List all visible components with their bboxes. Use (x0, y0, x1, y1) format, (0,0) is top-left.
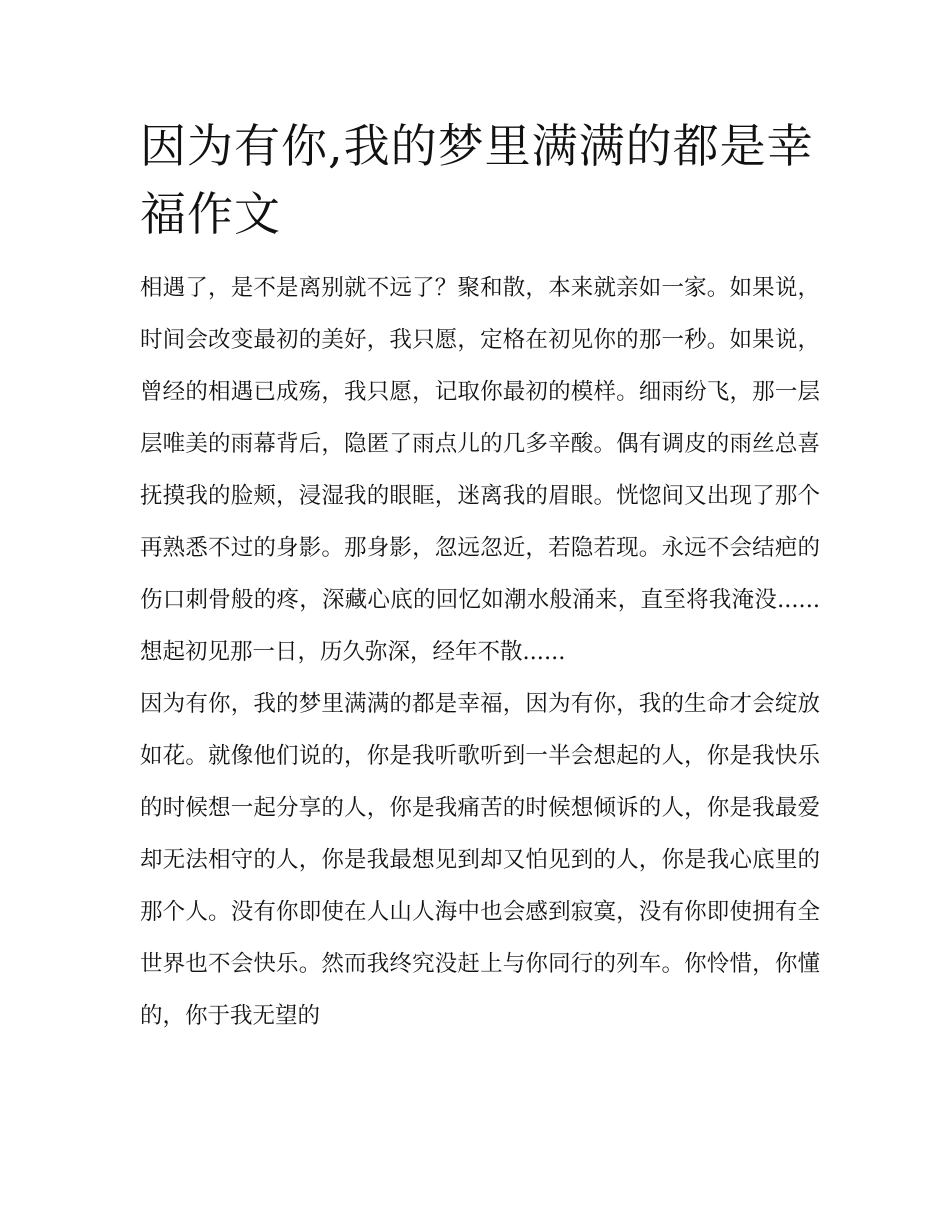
paragraph-1: 相遇了，是不是离别就不远了？聚和散，本来就亲如一家。如果说，时间会改变最初的美好，我只愿，定格在初见你的那一秒。如果说，曾经的相遇已成殇，我只愿，记取你最初的模样。细雨纷飞，那一层层唯美的雨幕背后，隐匿了雨点儿的几多辛酸。偶有调皮的雨丝总喜抚摸我的脸颊，浸湿我的眼眶，迷离我的眉眼。恍惚间又出现了那个再熟悉不过的身影。那身影，忽远忽近，若隐若现。永远不会结疤的伤口刺骨般的疼，深藏心底的回忆如潮水般涌来，直至将我淹没......想起初见那一日，历久弥深，经年不散...... (140, 275, 820, 665)
paragraph-2: 因为有你，我的梦里满满的都是幸福，因为有你，我的生命才会绽放如花。就像他们说的，你是我听歌听到一半会想起的人，你是我快乐的时候想一起分享的人，你是我痛苦的时候想倾诉的人，你是我最爱却无法相守的人，你是我最想见到却又怕见到的人，你是我心底里的那个人。没有你即使在人山人海中也会感到寂寞，没有你即使拥有全世界也不会快乐。然而我终究没赶上与你同行的列车。你怜惜，你懂的，你于我无望的 (140, 691, 820, 1029)
document-body (140, 262, 820, 1042)
document-content (140, 112, 820, 1042)
document-title: 因为有你,我的梦里满满的都是幸福作文 (140, 119, 814, 241)
